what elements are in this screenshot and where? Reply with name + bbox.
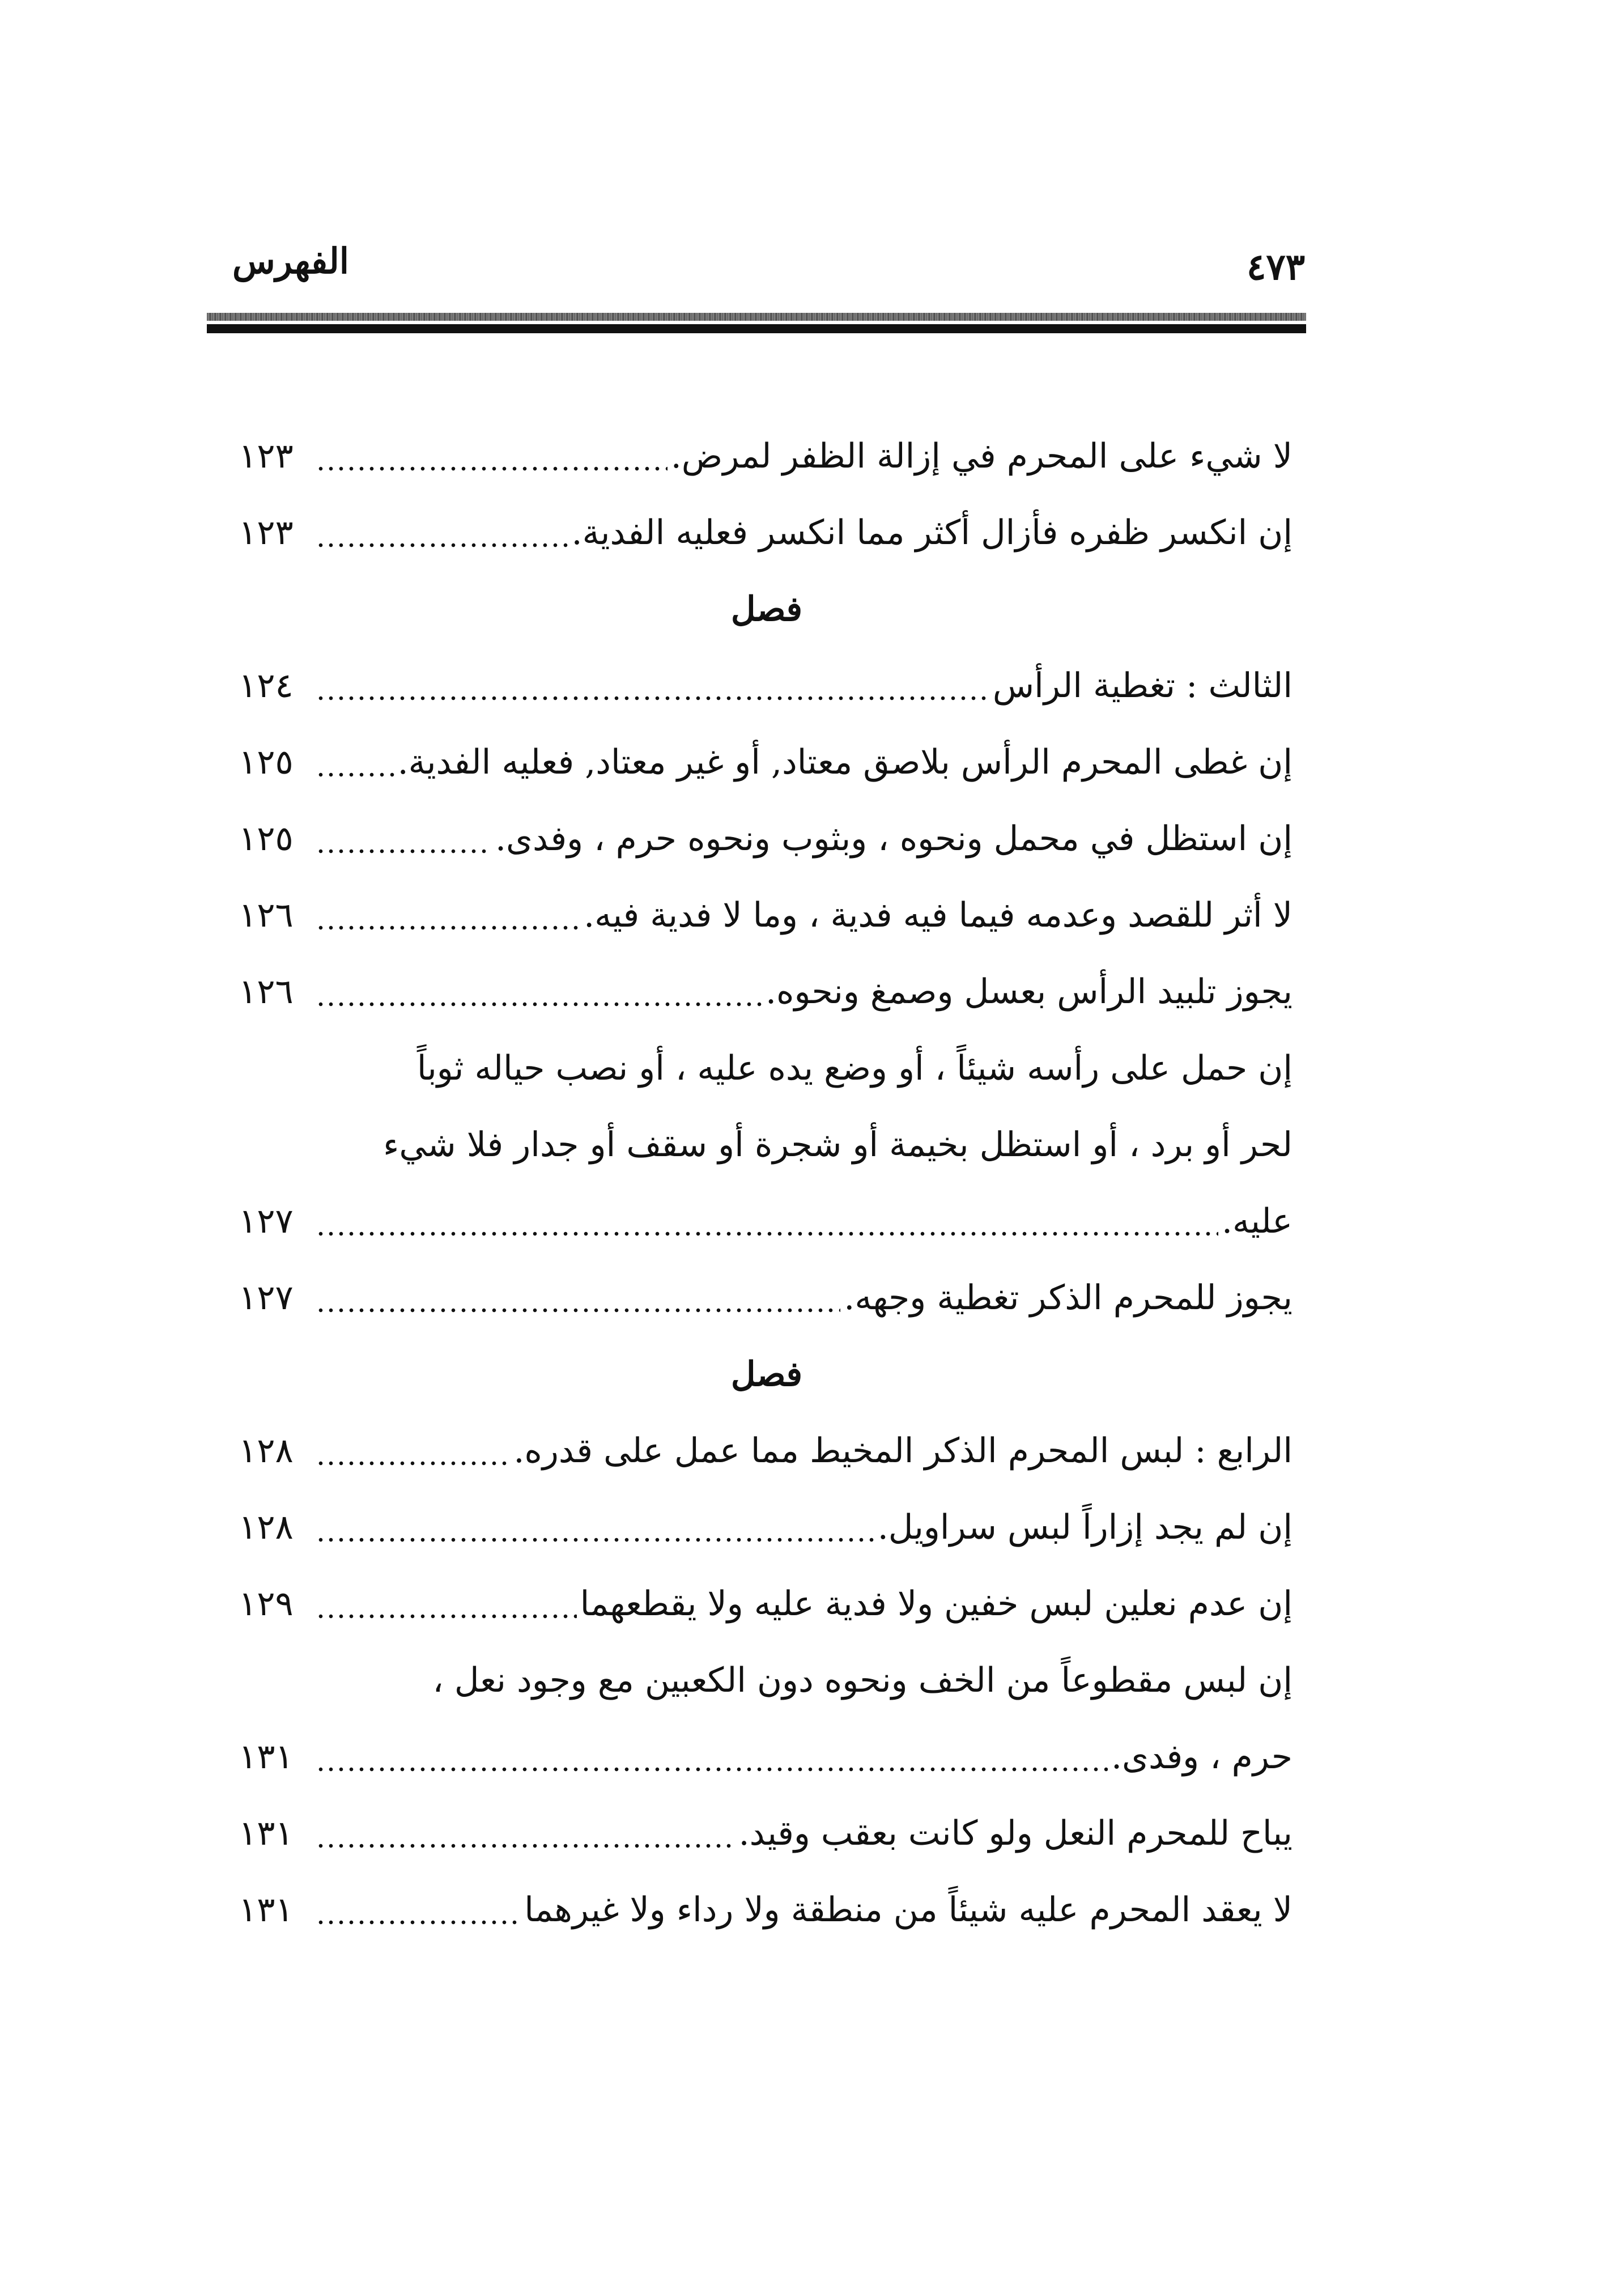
section-heading bbox=[0, 581, 1624, 638]
index-entry-page: ١٣١ bbox=[239, 1737, 294, 1777]
index-entry-text: يباح للمحرم النعل ولو كانت بعقب وقيد. bbox=[738, 1814, 1293, 1853]
index-entry bbox=[239, 1269, 1293, 1326]
index-entry-text: لا يعقد المحرم عليه شيئاً من منطقة ولا رداء ولا غيرهما bbox=[524, 1890, 1293, 1930]
dot-leader bbox=[316, 1230, 1218, 1237]
index-entry bbox=[239, 1805, 1293, 1862]
index-entry bbox=[239, 428, 1293, 485]
page-number: ٤٧٣ bbox=[1247, 246, 1306, 288]
section-heading bbox=[0, 1346, 1624, 1403]
index-entry-text: لا أثر للقصد وعدمه فيما فيه فدية ، وما لا فدية فيه. bbox=[584, 895, 1293, 935]
index-entry-text: يجوز للمحرم الذكر تغطية وجهه. bbox=[844, 1278, 1293, 1318]
index-entry-text: الثالث : تغطية الرأس bbox=[992, 666, 1293, 706]
index-entry-page: ١٢٦ bbox=[239, 972, 294, 1012]
index-entry-page: ١٢٨ bbox=[239, 1431, 294, 1471]
index-entry bbox=[239, 963, 1293, 1020]
index-entry bbox=[239, 1499, 1293, 1556]
index-entry-text: إن حمل على رأسه شيئاً ، أو وضع يده عليه ، أو نصب حياله ثوباً bbox=[416, 1048, 1293, 1088]
header-rule-thick bbox=[207, 324, 1306, 333]
index-entry bbox=[239, 810, 1293, 867]
dot-leader bbox=[316, 465, 668, 472]
index-entry bbox=[239, 1576, 1293, 1632]
section-heading-label: فصل bbox=[730, 589, 803, 629]
index-entry-text: إن انكسر ظفره فأزال أكثر مما انكسر فعليه الفدية. bbox=[571, 513, 1293, 553]
dot-leader bbox=[316, 1001, 762, 1008]
index-entry bbox=[239, 1729, 1293, 1785]
index-entry bbox=[239, 1652, 1293, 1709]
dot-leader bbox=[316, 1613, 577, 1620]
index-entry bbox=[239, 1040, 1293, 1097]
section-heading-label: فصل bbox=[730, 1354, 803, 1394]
dot-leader bbox=[316, 1460, 510, 1467]
dot-leader bbox=[316, 1536, 874, 1543]
index-entry-page: ١٢٧ bbox=[239, 1201, 294, 1241]
dot-leader bbox=[316, 1842, 736, 1849]
index-entry-page: ١٢٨ bbox=[239, 1508, 294, 1547]
index-entry-text: لا شيء على المحرم في إزالة الظفر لمرض. bbox=[670, 436, 1293, 476]
index-entry-text: لحر أو برد ، أو استظل بخيمة أو شجرة أو سقف أو جدار فلا شيء bbox=[383, 1125, 1293, 1165]
index-entry bbox=[239, 1882, 1293, 1938]
index-entry-page: ١٣١ bbox=[239, 1890, 294, 1930]
header-rule bbox=[207, 313, 1306, 321]
index-entry-text: عليه. bbox=[1221, 1201, 1293, 1241]
index-entry-page: ١٢٣ bbox=[239, 436, 294, 476]
index-entry-text: إن لبس مقطوعاً من الخف ونحوه دون الكعبين مع وجود نعل ، bbox=[432, 1661, 1293, 1700]
dot-leader bbox=[316, 1919, 521, 1926]
index-entry bbox=[239, 887, 1293, 944]
index-entry-page: ١٢٣ bbox=[239, 513, 294, 553]
dot-leader bbox=[316, 1766, 1108, 1773]
index-entry-page: ١٢٥ bbox=[239, 742, 294, 782]
index-entry bbox=[239, 734, 1293, 791]
index-entry-page: ١٢٩ bbox=[239, 1584, 294, 1624]
dot-leader bbox=[316, 848, 492, 855]
index-entry-text: الرابع : لبس المحرم الذكر المخيط مما عمل على قدره. bbox=[513, 1431, 1293, 1471]
dot-leader bbox=[316, 924, 580, 931]
index-entry bbox=[239, 504, 1293, 561]
running-title: الفهرس bbox=[232, 240, 349, 282]
index-entry-text: إن استظل في محمل ونحوه ، وبثوب ونحوه حرم ، وفدى. bbox=[495, 819, 1293, 859]
dot-leader bbox=[316, 542, 568, 549]
index-entry-page: ١٢٧ bbox=[239, 1278, 294, 1318]
index-entry-page: ١٣١ bbox=[239, 1814, 294, 1853]
index-entry-page: ١٢٦ bbox=[239, 895, 294, 935]
index-entry bbox=[239, 1422, 1293, 1479]
index-entry bbox=[239, 1116, 1293, 1173]
index-entry bbox=[239, 657, 1293, 714]
dot-leader bbox=[316, 771, 394, 778]
index-entry-text: إن غطى المحرم الرأس بلاصق معتاد, أو غير معتاد, فعليه الفدية. bbox=[397, 742, 1293, 782]
index-entry-text: إن لم يجد إزاراً لبس سراويل. bbox=[877, 1508, 1293, 1547]
dot-leader bbox=[316, 695, 989, 702]
index-entry-page: ١٢٥ bbox=[239, 819, 294, 859]
index-entry-text: حرم ، وفدى. bbox=[1111, 1737, 1293, 1777]
dot-leader bbox=[316, 1307, 840, 1314]
index-entry-text: يجوز تلبيد الرأس بعسل وصمغ ونحوه. bbox=[765, 972, 1293, 1012]
index-entry-page: ١٢٤ bbox=[239, 666, 294, 706]
index-entry-text: إن عدم نعلين لبس خفين ولا فدية عليه ولا يقطعهما bbox=[580, 1584, 1293, 1624]
index-entry bbox=[239, 1193, 1293, 1250]
